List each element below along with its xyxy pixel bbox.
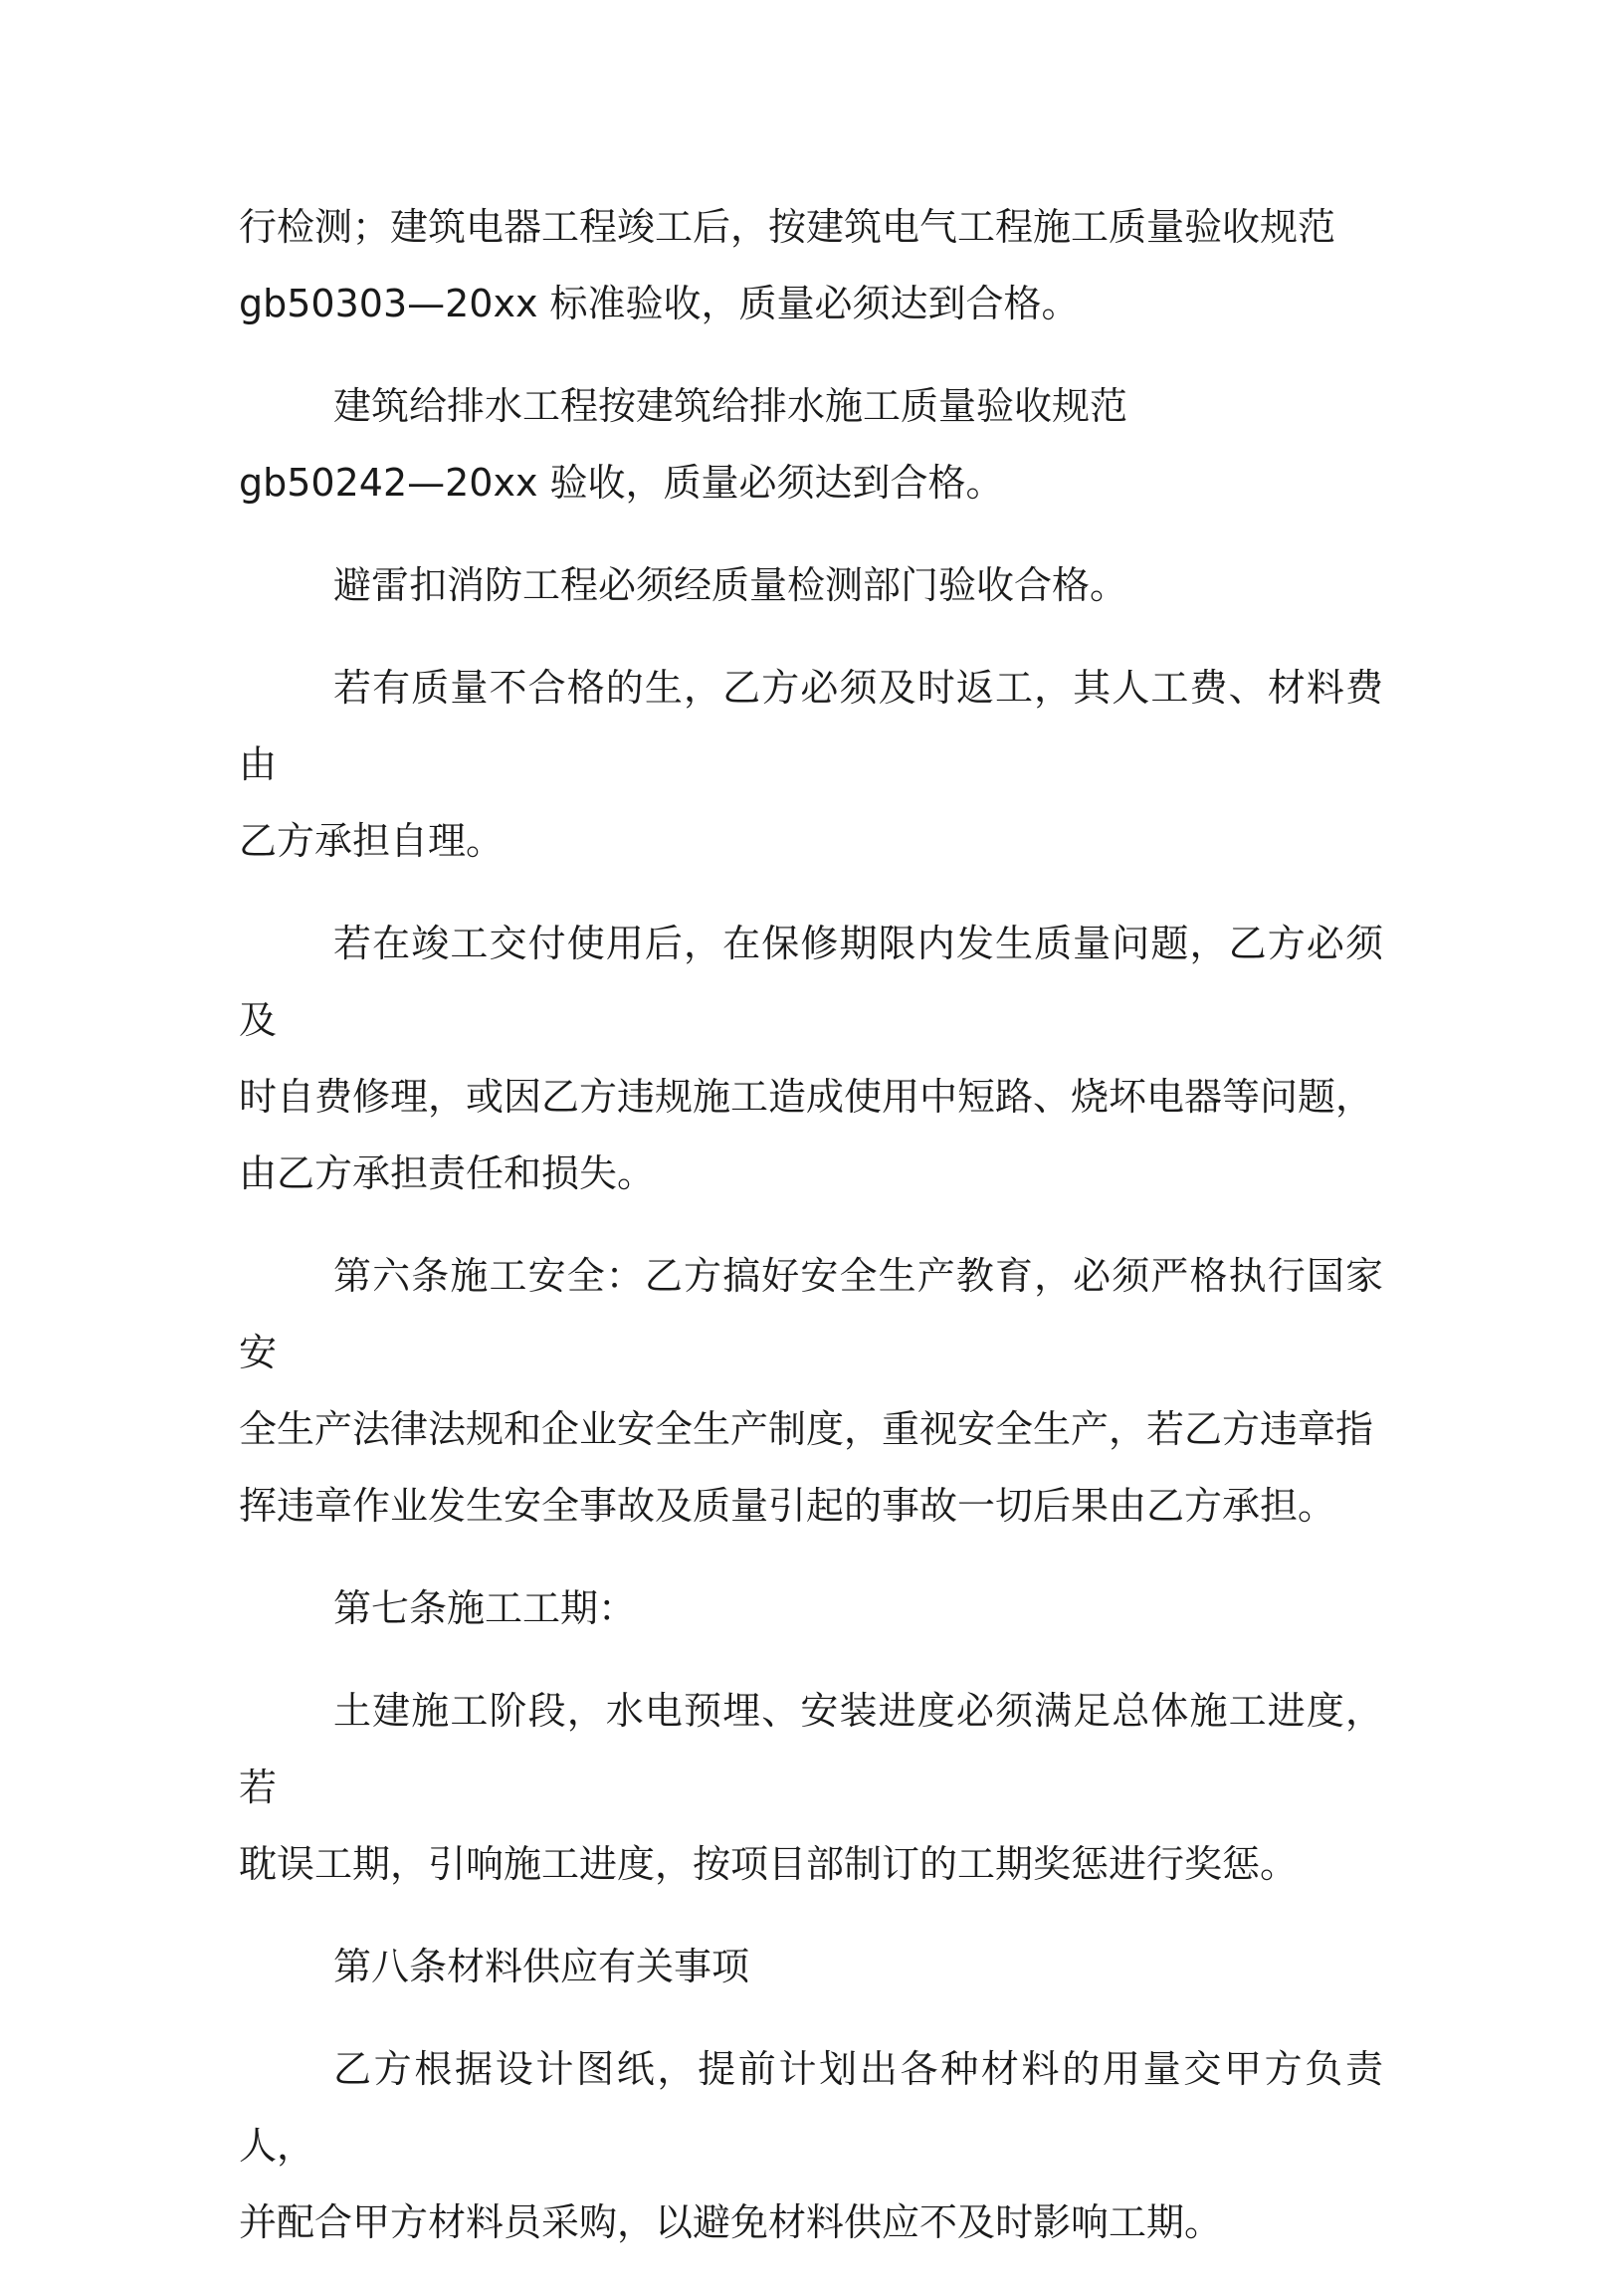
text-line: 避雷扣消防工程必须经质量检测部门验收合格。 [333, 563, 1128, 607]
text-line: 由乙方承担责任和损失。 [239, 1151, 656, 1195]
text-line: 并配合甲方材料员采购，以避免材料供应不及时影响工期。 [239, 2200, 1223, 2244]
text-line: 耽误工期，引响施工进度，按项目部制订的工期奖惩进行奖惩。 [239, 1842, 1299, 1886]
text-line: gb50303—20xx 标准验收，质量必须达到合格。 [239, 282, 1080, 325]
text-line: 若在竣工交付使用后，在保修期限内发生质量问题，乙方必须及 [239, 922, 1383, 1042]
paragraph-3 [239, 547, 1383, 624]
paragraph-10 [239, 2031, 1383, 2261]
text-line: 行检测；建筑电器工程竣工后，按建筑电气工程施工质量验收规范 [239, 205, 1336, 249]
text-line: 第八条材料供应有关事项 [333, 1945, 750, 1988]
text-line: 第六条施工安全：乙方搞好安全生产教育，必须严格执行国家安 [239, 1254, 1383, 1374]
paragraph-2 [239, 368, 1383, 521]
text-line: 挥违章作业发生安全事故及质量引起的事故一切后果由乙方承担。 [239, 1484, 1336, 1528]
text-line: gb50242—20xx 验收，质量必须达到合格。 [239, 461, 1004, 505]
text-line: 第七条施工工期： [333, 1586, 637, 1630]
text-line: 乙方承担自理。 [239, 819, 505, 863]
paragraph-1 [239, 189, 1383, 342]
paragraph-4 [239, 650, 1383, 880]
paragraph-9 [239, 1929, 1383, 2005]
text-line: 土建施工阶段，水电预埋、安装进度必须满足总体施工进度，若 [239, 1689, 1383, 1809]
text-line: 若有质量不合格的生，乙方必须及时返工，其人工费、材料费由 [239, 666, 1383, 786]
paragraph-6 [239, 1238, 1383, 1545]
text-line: 乙方根据设计图纸，提前计划出各种材料的用量交甲方负责人， [239, 2047, 1383, 2168]
document-body [239, 189, 1383, 2287]
text-line: 全生产法律法规和企业安全生产制度，重视安全生产，若乙方违章指 [239, 1407, 1374, 1451]
paragraph-7 [239, 1570, 1383, 1647]
paragraph-8 [239, 1673, 1383, 1903]
text-line: 建筑给排水工程按建筑给排水施工质量验收规范 [333, 384, 1128, 428]
paragraph-5 [239, 906, 1383, 1212]
text-line: 时自费修理，或因乙方违规施工造成使用中短路、烧坏电器等问题， [239, 1075, 1374, 1119]
